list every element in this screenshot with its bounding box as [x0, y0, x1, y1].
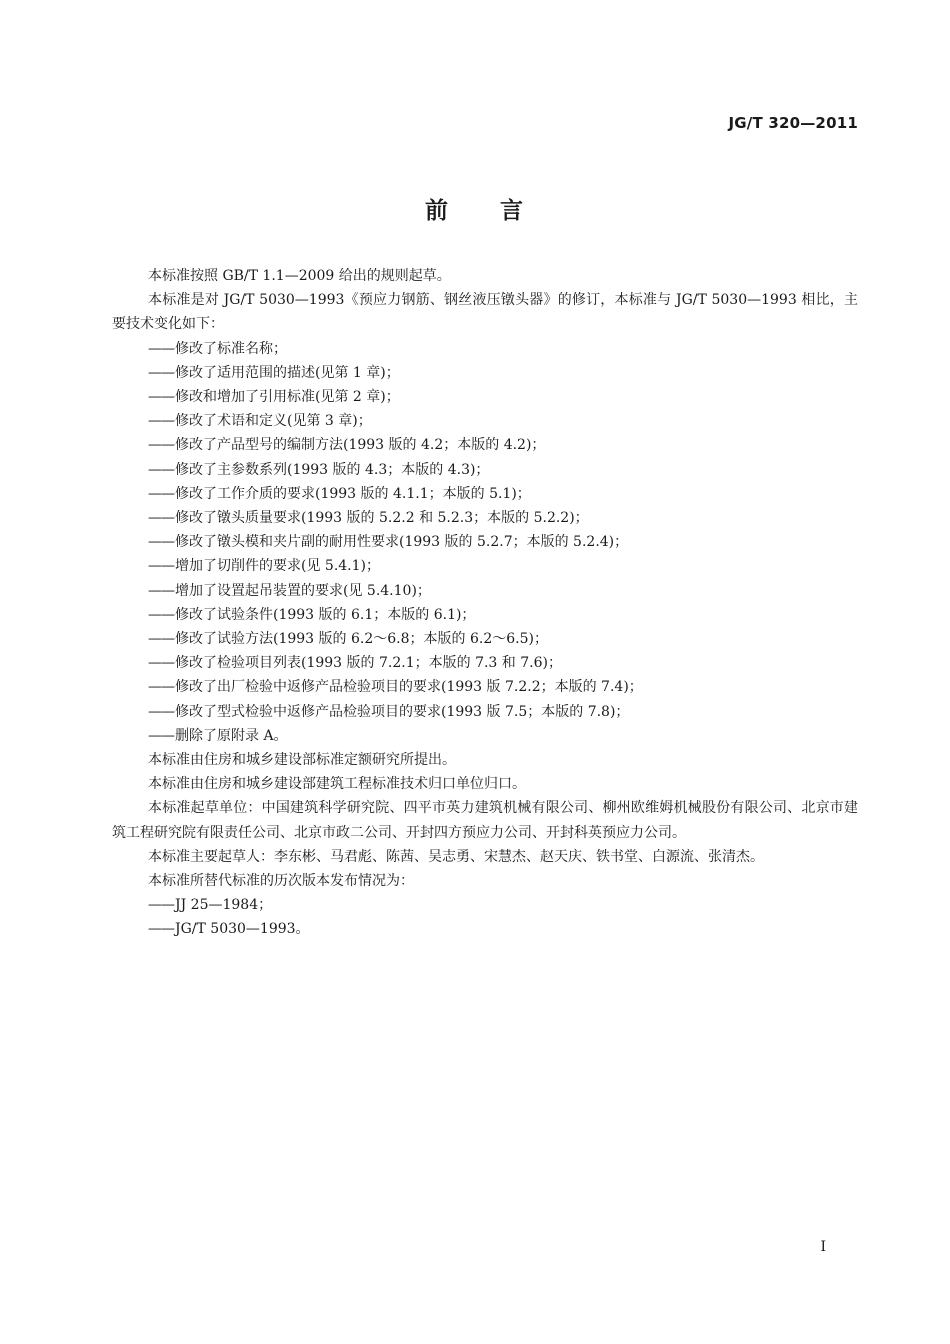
change-item: [112, 554, 858, 578]
dash-marker: ——: [148, 437, 174, 454]
history-item: [112, 917, 858, 941]
changes-list: [112, 337, 858, 748]
intro-paragraph-1: 本标准按照 GB/T 1.1—2009 给出的规则起草。: [148, 268, 451, 284]
dash-marker: ——: [148, 389, 174, 406]
change-item: [112, 385, 858, 409]
dash-marker: ——: [148, 679, 174, 696]
change-text: 修改和增加了引用标准(见第 2 章)；: [175, 389, 400, 406]
change-item: [112, 458, 858, 482]
dash-marker: ——: [148, 582, 174, 599]
dash-marker: ——: [148, 558, 174, 575]
change-item: [112, 433, 858, 457]
dash-marker: ——: [148, 340, 174, 357]
change-text: 修改了产品型号的编制方法(1993 版的 4.2；本版的 4.2)；: [175, 437, 546, 454]
dash-marker: ——: [148, 727, 174, 744]
preface-body: [112, 264, 858, 942]
change-item: [112, 675, 858, 699]
change-text: 增加了切削件的要求(见 5.4.1)；: [175, 558, 380, 575]
change-item: [112, 700, 858, 724]
dash-marker: ——: [148, 413, 174, 430]
change-item: [112, 482, 858, 506]
dash-marker: ——: [148, 631, 174, 648]
dash-marker: ——: [148, 461, 174, 478]
history-item: [112, 893, 858, 917]
drafters-paragraph: 本标准主要起草人：李东彬、马君彪、陈茜、吴志勇、宋慧杰、赵天庆、铁书堂、白源流、张清杰。: [148, 848, 764, 865]
intro-paragraph-2: 本标准是对 JG/T 5030—1993《预应力钢筋、钢丝液压镦头器》的修订，本标准与 JG/T 5030—1993 相比，主要技术变化如下：: [112, 292, 858, 333]
change-text: 修改了标准名称；: [175, 340, 287, 357]
change-text: 修改了术语和定义(见第 3 章)；: [175, 413, 372, 430]
change-text: 修改了主参数系列(1993 版的 4.3；本版的 4.3)；: [175, 461, 490, 478]
change-item: [112, 409, 858, 433]
change-item: [112, 361, 858, 385]
change-text: 修改了试验方法(1993 版的 6.2～6.8；本版的 6.2～6.5)；: [175, 631, 548, 648]
change-item: [112, 337, 858, 361]
change-text: 修改了适用范围的描述(见第 1 章)；: [175, 364, 400, 381]
change-text: 修改了镦头模和夹片副的耐用性要求(1993 版的 5.2.7；本版的 5.2.4)；: [175, 534, 629, 551]
change-item: [112, 579, 858, 603]
history-list: [112, 893, 858, 941]
dash-marker: ——: [148, 897, 174, 914]
change-text: 增加了设置起吊装置的要求(见 5.4.10)；: [175, 582, 431, 599]
history-text: JG/T 5030—1993。: [175, 921, 310, 938]
change-text: 修改了型式检验中返修产品检验项目的要求(1993 版 7.5；本版的 7.8)；: [175, 703, 630, 720]
change-item: [112, 530, 858, 554]
dash-marker: ——: [148, 485, 174, 502]
change-item: [112, 506, 858, 530]
dash-marker: ——: [148, 921, 174, 938]
change-item: [112, 651, 858, 675]
standard-code: JG/T 320—2011: [728, 114, 858, 132]
history-intro-paragraph: 本标准所替代标准的历次版本发布情况为：: [148, 873, 414, 890]
change-item: [112, 603, 858, 627]
change-item: [112, 627, 858, 651]
change-text: 删除了原附录 A。: [175, 727, 288, 744]
change-item: [112, 724, 858, 748]
change-text: 修改了试验条件(1993 版的 6.1；本版的 6.1)；: [175, 606, 476, 623]
dash-marker: ——: [148, 364, 174, 381]
dash-marker: ——: [148, 606, 174, 623]
page-number: I: [820, 1239, 826, 1255]
dash-marker: ——: [148, 534, 174, 551]
change-text: 修改了出厂检验中返修产品检验项目的要求(1993 版 7.2.2；本版的 7.4)；: [175, 679, 643, 696]
dash-marker: ——: [148, 703, 174, 720]
history-text: JJ 25—1984；: [175, 897, 273, 914]
change-text: 修改了检验项目列表(1993 版的 7.2.1；本版的 7.3 和 7.6)；: [175, 655, 562, 672]
dash-marker: ——: [148, 510, 174, 527]
managed-by-paragraph: 本标准由住房和城乡建设部建筑工程标准技术归口单位归口。: [148, 776, 526, 793]
dash-marker: ——: [148, 655, 174, 672]
drafting-units-paragraph: 本标准起草单位：中国建筑科学研究院、四平市英力建筑机械有限公司、柳州欧维姆机械股份有限公司、北京市建筑工程研究院有限责任公司、北京市政二公司、开封四方预应力公司、开封科英预应力公司。: [112, 800, 858, 841]
change-text: 修改了镦头质量要求(1993 版的 5.2.2 和 5.2.3；本版的 5.2.2)；: [175, 510, 589, 527]
change-text: 修改了工作介质的要求(1993 版的 4.1.1；本版的 5.1)；: [175, 485, 531, 502]
page-title: 前 言: [425, 198, 525, 224]
proposed-by-paragraph: 本标准由住房和城乡建设部标准定额研究所提出。: [148, 752, 456, 769]
